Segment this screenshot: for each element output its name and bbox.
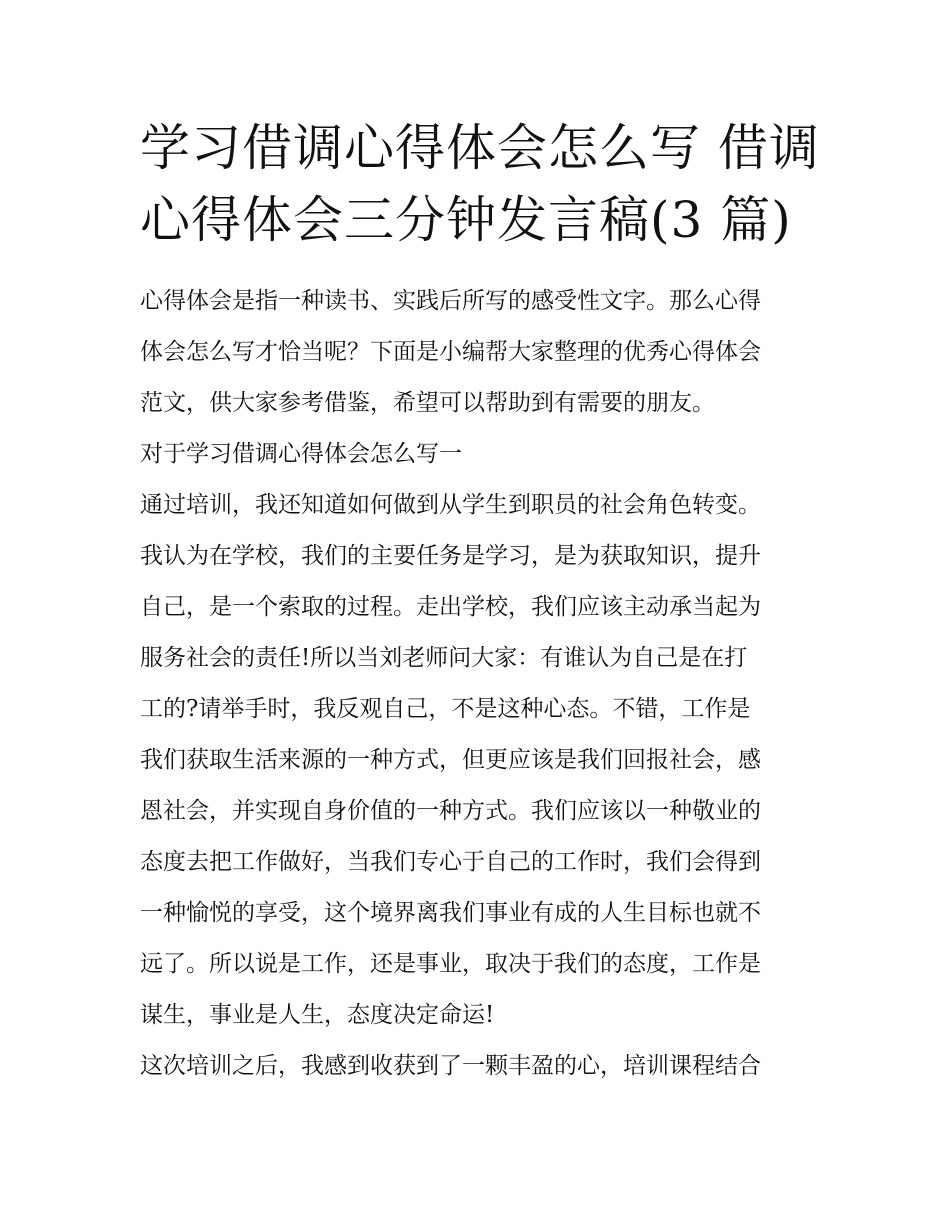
body-line: 这次培训之后，我感到收获到了一颗丰盈的心，培训课程结合 <box>140 1053 761 1079</box>
body-line: 范文，供大家参考借鉴，希望可以帮助到有需要的朋友。 <box>140 390 715 416</box>
body-line: 态度去把工作做好，当我们专心于自己的工作时，我们会得到 <box>140 849 761 875</box>
body-line: 服务社会的责任!所以当刘老师问大家：有谁认为自己是在打 <box>140 645 748 671</box>
body-line: 心得体会是指一种读书、实践后所写的感受性文字。那么心得 <box>140 288 761 314</box>
body-line: 体会怎么写才恰当呢？下面是小编帮大家整理的优秀心得体会 <box>140 339 761 365</box>
body-line: 远了。所以说是工作，还是事业，取决于我们的态度，工作是 <box>140 951 761 977</box>
body-line: 通过培训，我还知道如何做到从学生到职员的社会角色转变。 <box>140 492 761 518</box>
document-title <box>140 112 820 256</box>
body-line: 工的?请举手时，我反观自己，不是这种心态。不错，工作是 <box>140 696 751 722</box>
body-line: 我认为在学校，我们的主要任务是学习，是为获取知识，提升 <box>140 543 761 569</box>
body-line: 一种愉悦的享受，这个境界离我们事业有成的人生目标也就不 <box>140 900 761 926</box>
body-line: 自己，是一个索取的过程。走出学校，我们应该主动承当起为 <box>140 594 761 620</box>
body-line: 谋生，事业是人生，态度决定命运! <box>140 1002 495 1028</box>
section-heading: 对于学习借调心得体会怎么写一 <box>140 441 462 467</box>
document-body <box>140 276 820 1092</box>
title-line-1: 学习借调心得体会怎么写 借调 <box>140 119 820 177</box>
body-line: 恩社会，并实现自身价值的一种方式。我们应该以一种敬业的 <box>140 798 761 824</box>
body-line: 我们获取生活来源的一种方式，但更应该是我们回报社会，感 <box>140 747 761 773</box>
title-line-2: 心得体会三分钟发言稿(3 篇) <box>140 191 792 249</box>
